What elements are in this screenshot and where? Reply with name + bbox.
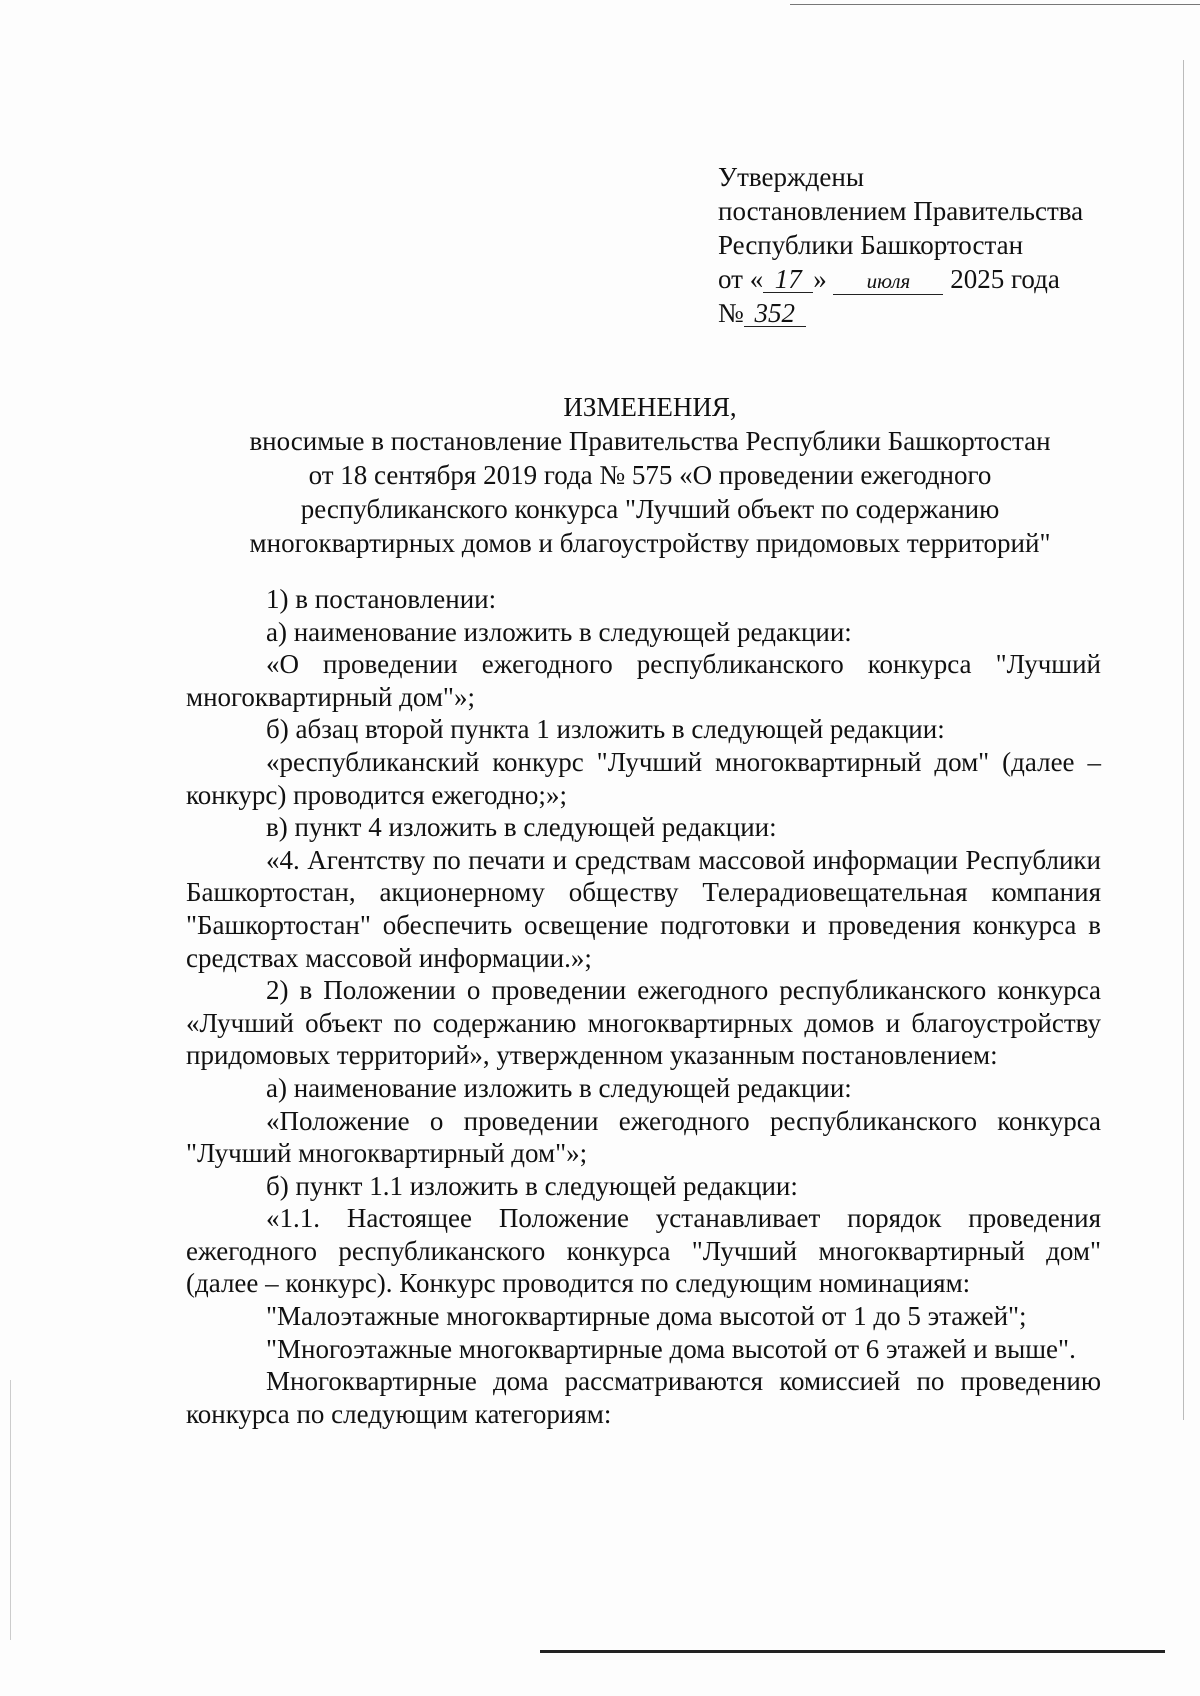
number-prefix: № [718,298,744,328]
approval-line-3: Республики Башкортостан [718,230,1024,260]
body-paragraph: «1.1. Настоящее Положение устанавливает порядок проведения ежегодного республиканского конкурса "Лучший многоквартирный дом" (далее – конкурс). Конкурс проводится по следующим номинациям: [186,1203,1101,1299]
body-paragraph: "Малоэтажные многоквартирные дома высотой от 1 до 5 этажей"; [266,1301,1027,1332]
title-line: вносимые в постановление Правительства Республики Башкортостан [249,426,1051,456]
body-paragraph: "Многоэтажные многоквартирные дома высотой от 6 этажей и выше". [266,1333,1076,1364]
body-paragraph: «О проведении ежегодного республиканского конкурса "Лучший многоквартирный дом"»; [186,649,1101,712]
body-paragraph: а) наименование изложить в следующей редакции: [266,1072,852,1103]
title-line: от 18 сентября 2019 года № 575 «О проведении ежегодного [308,460,992,490]
title-heading: ИЗМЕНЕНИЯ, [563,392,737,422]
document-title [150,390,1150,560]
date-mid: » [813,264,827,294]
body-paragraph: в) пункт 4 изложить в следующей редакции: [266,812,777,843]
scan-artifact-bottom [540,1650,1165,1653]
number-value: 352 [744,300,806,327]
scan-artifact-right [1183,60,1184,1420]
title-line: республиканского конкурса "Лучший объект по содержанию [300,494,1000,524]
approval-line-1: Утверждены [718,162,864,192]
body-paragraph: «республиканский конкурс "Лучший многоквартирный дом" (далее – конкурс) проводится ежегодно;»; [186,746,1101,810]
date-year: 2025 года [950,264,1060,294]
body-paragraph: а) наименование изложить в следующей редакции: [266,616,852,647]
approval-date [718,262,1178,296]
title-line: многоквартирных домов и благоустройству придомовых территорий" [249,528,1051,558]
body-paragraph: б) пункт 1.1 изложить в следующей редакции: [266,1170,798,1201]
body-paragraph: «Положение о проведении ежегодного республиканского конкурса "Лучший многоквартирный дом"»; [186,1105,1101,1169]
date-day: 17 [763,266,813,293]
approval-line-2: постановлением Правительства [718,196,1084,226]
date-month: июля [833,268,943,295]
scan-artifact-top [790,4,1200,5]
body-paragraph: «4. Агентству по печати и средствам массовой информации Республики Башкортостан, акционерному обществу Телерадиовещательная компания "Башкортостан" обеспечить освещение подготовки и проведения конкурса в средствах массовой информации.»; [186,844,1101,973]
scan-artifact-left [10,1380,11,1640]
date-prefix: от « [718,264,764,294]
body-paragraph: б) абзац второй пункта 1 изложить в следующей редакции: [266,714,945,745]
body-paragraph: 1) в постановлении: [266,584,497,614]
approval-number [718,296,1178,330]
body-paragraph: 2) в Положении о проведении ежегодного республиканского конкурса «Лучший объект по содержанию многоквартирных домов и благоустройству придомовых территорий», утвержденном указанным постановлением: [186,975,1101,1071]
document-body [186,583,1101,1430]
body-paragraph: Многоквартирные дома рассматриваются комиссией по проведению конкурса по следующим категориям: [186,1366,1101,1429]
approval-block [718,160,1178,330]
